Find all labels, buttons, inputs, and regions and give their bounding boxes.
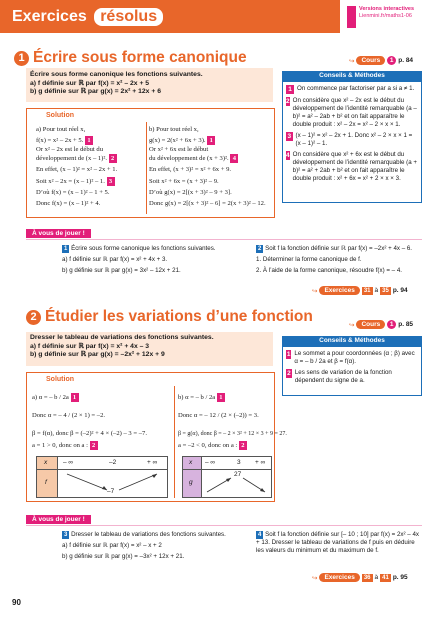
exercise-3-b: b) g définie sur ℝ par g(x) = –3x² + 12x + 21.	[62, 553, 185, 560]
table-f-min: –7	[107, 488, 115, 495]
section1-number: 1	[14, 51, 29, 66]
ex-range-a: 31	[363, 287, 371, 294]
table-f-x: x	[44, 459, 48, 466]
arrow-icon: ↪	[349, 57, 355, 65]
page-number: 90	[12, 598, 21, 607]
table-f-v1: – ∞	[63, 459, 74, 466]
sol-a-line: f(x) = x² – 2x + 5. 1	[36, 135, 144, 146]
section2-tips	[286, 350, 418, 385]
exercise-3-num: 3	[64, 532, 68, 538]
section1-course-ref[interactable]	[349, 56, 413, 65]
exercise-3-intro: Dresser le tableau de variations des fonctions suivantes.	[71, 531, 226, 538]
sol-b-line: En effet, (x + 3)² = x² + 6x + 9.	[149, 166, 232, 174]
sol-b-line: b) Pour tout réel x,	[149, 126, 199, 133]
section1-exercices-ref[interactable]	[312, 286, 408, 295]
solution-label: Solution	[46, 376, 74, 383]
section2-number: 2	[26, 310, 41, 325]
statement-b: b) g définie sur ℝ par g(x) = –2x² + 12x + 9	[30, 351, 165, 359]
table-g-max: 27	[234, 471, 242, 478]
ex-range-to: à	[374, 287, 379, 294]
statement-a: a) f définie sur ℝ par f(x) = x² – 2x + 5	[30, 79, 150, 87]
tip-item: 1 On commence par factoriser par a si a ≠ 1.	[286, 85, 418, 94]
section1-heading	[14, 49, 247, 67]
section1-play-line	[26, 239, 422, 240]
statement-a: a) f définie sur ℝ par f(x) = x² + 4x – 3	[30, 342, 150, 350]
arrow-icon: ↪	[349, 321, 355, 329]
sol-a-line: D’où f(x) = (x – 1)² – 1 + 5.	[36, 188, 110, 196]
sol-b-line: Soit x² + 6x = (x + 3)² – 9.	[149, 177, 219, 185]
section1-play-label: À vous de jouer !	[26, 229, 91, 238]
section1-tips	[286, 85, 418, 183]
course-pill: Cours	[356, 56, 385, 65]
statement-intro: Dresser le tableau de variations des fonctions suivantes.	[30, 334, 214, 341]
ex-range-to: à	[374, 574, 379, 581]
tip-item: 4 On considère que x² + 6x est le début du développement de l’identité remarquable (a + b)² = a² + 2ab + b² et on fait apparaître le double produit : x² + 6x = x² + 2 × x × 3.	[286, 151, 417, 182]
table-f-v3: + ∞	[147, 459, 158, 466]
statement-intro: Écrire sous forme canonique les fonctions suivantes.	[30, 71, 203, 78]
variation-arrows-f	[57, 470, 167, 497]
sol-b-line: du développement de (x + 3)². 4	[149, 154, 274, 164]
exercise-1-b: b) g définie sur ℝ par g(x) = 3x² – 12x + 21.	[62, 267, 181, 274]
exercise-4-text: Soit f la fonction définie sur [– 10 ; 10] par f(x) = 2x² – 4x + 13. Dresser le tableau de variations de f puis en déduire les valeurs du minimum et du maximum de f.	[256, 531, 419, 554]
table-g-v2: 3	[237, 459, 241, 466]
solution2-b	[178, 392, 287, 452]
table-g-v1: – ∞	[205, 459, 216, 466]
table-g-g: g	[189, 479, 193, 486]
arrow-icon: ↪	[312, 574, 318, 582]
exercise-4	[256, 531, 422, 555]
exercise-2-intro: Soit f la fonction définie sur ℝ par f(x) = –2x² + 4x – 6.	[265, 245, 413, 252]
sol-a-line: Donc f(x) = (x – 1)² + 4.	[36, 200, 101, 208]
arrow-icon: ↪	[312, 287, 318, 295]
sol-a-line: développement de (x – 1)². 2	[36, 154, 144, 164]
variation-arrows-g	[201, 470, 271, 497]
sol-a-line: Or x² – 2x est le début du	[36, 146, 103, 154]
sol-b-line: Donc g(x) = 2[(x + 3)² – 6] = 2(x + 3)² – 12.	[149, 200, 266, 208]
exercices-pill: Exercices	[319, 286, 359, 295]
section2-play-label: À vous de jouer !	[26, 515, 91, 524]
variation-table-f	[36, 456, 168, 498]
sol-a-line: En effet, (x – 1)² = x² – 2x + 1.	[36, 166, 118, 174]
section1-statement	[30, 71, 203, 97]
course-num: 1	[387, 320, 396, 329]
sol2-a-line: Donc α = – 4 / (2 × 1) = –2.	[32, 412, 106, 419]
section1-tips-header: Conseils & Méthodes	[282, 71, 422, 81]
tip-item: 2 On considère que x² – 2x est le début du développement de l’identité remarquable (a – b)² = a² – 2ab + b² et on fait apparaître le double produit : x² – 2x = x² – 2 × x × 1.	[286, 97, 417, 128]
section2-play-line	[26, 525, 422, 526]
sol2-a-line: a) α = – b / 2a 1	[32, 392, 172, 404]
header-title-part2: résolus	[94, 8, 163, 26]
exercise-2	[256, 245, 426, 275]
section2-statement	[30, 334, 214, 360]
sol2-b-line: β = g(α), donc β = – 2 × 3² + 12 × 3 + 9 = 27.	[178, 431, 287, 437]
interactive-versions-block[interactable]	[347, 6, 433, 20]
ex-range-a: 36	[363, 574, 371, 581]
solution-divider	[174, 386, 175, 498]
course-page: p. 84	[398, 57, 414, 64]
table-f-v2: –2	[109, 459, 117, 466]
exercise-4-num: 4	[258, 532, 262, 538]
exercise-2-num: 2	[258, 246, 262, 252]
solution-b	[149, 124, 274, 209]
sol2-b-line: b) α = – b / 2a 1	[178, 392, 273, 404]
tip-item: 3 (x – 1)² = x² – 2x + 1. Donc x² – 2 × x × 1 = (x – 1)² – 1.	[287, 132, 413, 147]
exercise-3	[62, 531, 237, 561]
ex-range-b: 35	[382, 287, 389, 294]
interactive-link[interactable]: Lienmini.fr/maths1-06	[359, 13, 412, 19]
exercise-1-intro: Écrire sous forme canonique les fonctions suivantes.	[71, 245, 216, 252]
table-f-f: f	[45, 479, 47, 486]
exercise-1	[62, 245, 232, 275]
header-title-part1: Exercices	[12, 8, 87, 25]
ex-page: p. 95	[392, 574, 408, 581]
variation-table-g	[182, 456, 272, 498]
sol-b-line: g(x) = 2(x² + 6x + 3). 1	[149, 135, 274, 146]
qr-icon	[347, 6, 356, 28]
sol2-b-line: Donc α = – 12 / (2 × (–2)) = 3.	[178, 412, 259, 419]
sol-b-line: Or x² + 6x est le début	[149, 146, 209, 154]
exercise-3-a: a) f définie sur ℝ par f(x) = x² – x + 2	[62, 542, 162, 549]
section2-tips-header: Conseils & Méthodes	[282, 336, 422, 346]
course-num: 1	[387, 56, 396, 65]
section2-heading	[26, 308, 313, 326]
exercise-1-a: a) f définie sur ℝ par f(x) = x² + 4x + 3.	[62, 256, 168, 263]
section2-exercices-ref[interactable]	[312, 573, 408, 582]
exercise-2-q1: 1. Déterminer la forme canonique de f.	[256, 256, 362, 263]
solution2-a	[32, 392, 172, 452]
solution-a	[36, 124, 144, 209]
sol-a-line: a) Pour tout réel x,	[36, 126, 86, 133]
sol2-a-line: β = f(α), donc β = (–2)² + 4 × (–2) – 3 = –7.	[32, 430, 147, 437]
header-title	[12, 8, 163, 26]
statement-b: b) g définie sur ℝ par g(x) = 2x² + 12x + 6	[30, 88, 161, 96]
exercise-1-num: 1	[64, 246, 68, 252]
ex-page: p. 94	[392, 287, 408, 294]
tip-item: 1 Le sommet a pour coordonnées (α ; β) avec α = – b / 2a et β = f(α).	[286, 350, 415, 365]
tip-item: 2 Les sens de variation de la fonction dépendent du signe de a.	[287, 369, 392, 384]
sol2-a-line: a = 1 > 0, donc on a : 2	[32, 440, 172, 452]
course-pill: Cours	[356, 320, 385, 329]
exercise-2-q2: 2. À l’aide de la forme canonique, résoudre f(x) = – 4.	[256, 267, 403, 274]
sol-a-line: Soit x² – 2x = (x – 1)² – 1. 3	[36, 176, 144, 187]
solution-divider	[146, 122, 147, 214]
section2-course-ref[interactable]	[349, 320, 413, 329]
course-page: p. 85	[398, 321, 414, 328]
exercices-pill: Exercices	[319, 573, 359, 582]
sol-b-line: D’où g(x) = 2[(x + 3)² – 9 + 3].	[149, 188, 232, 196]
interactive-label: Versions interactives	[359, 6, 415, 12]
sol2-b-line: a = –2 < 0, donc on a : 2	[178, 440, 273, 452]
solution-label: Solution	[46, 112, 74, 119]
table-g-x: x	[189, 459, 193, 466]
ex-range-b: 41	[382, 574, 389, 581]
section1-title: Écrire sous forme canonique	[33, 49, 247, 66]
table-g-v3: + ∞	[255, 459, 266, 466]
section2-title: Étudier les variations d’une fonction	[45, 308, 313, 325]
